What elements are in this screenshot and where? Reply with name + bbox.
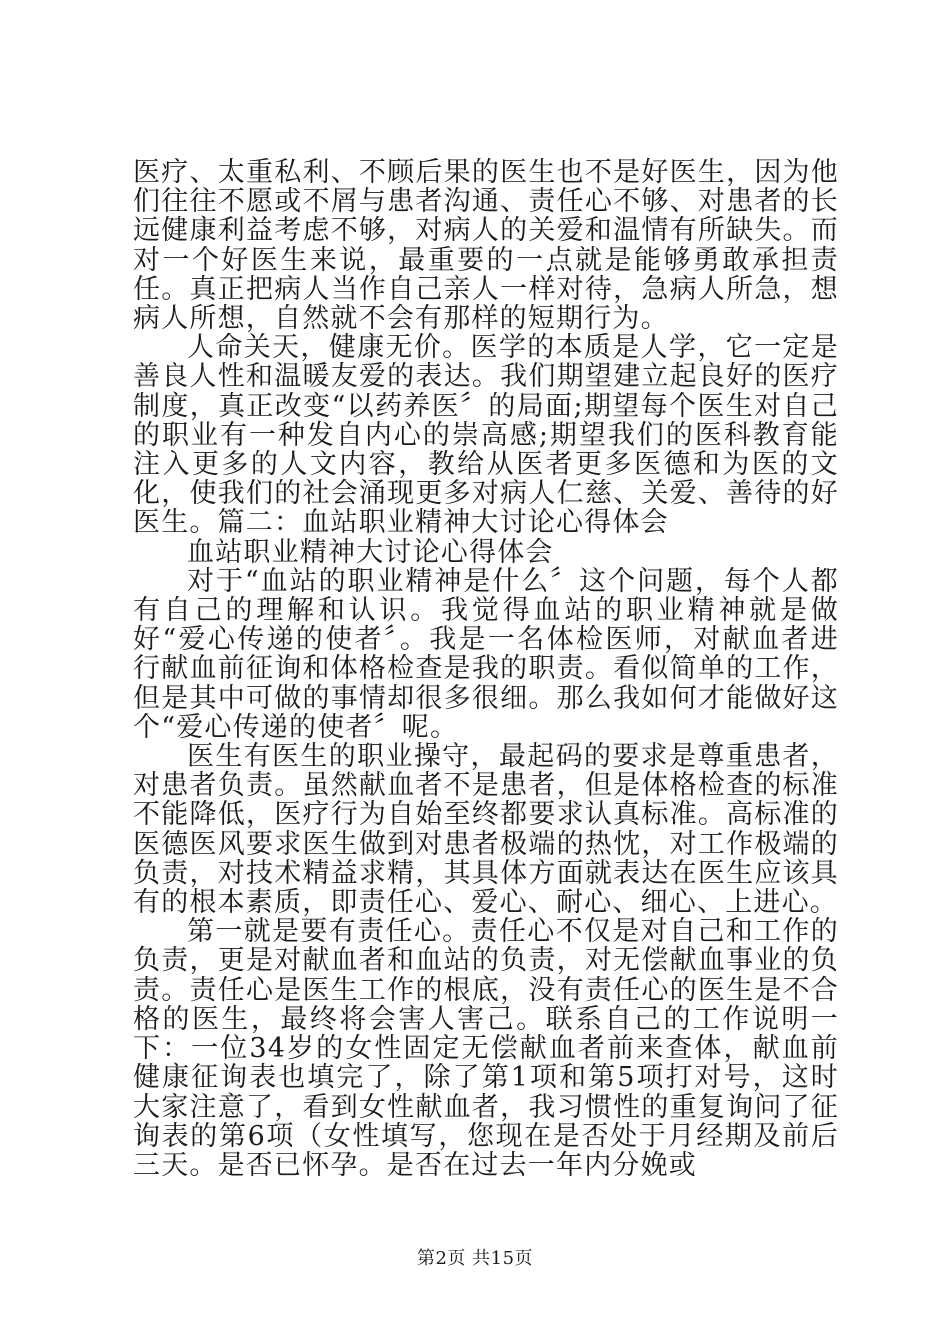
paragraph: 对于“血站的职业精神是什么〞这个问题，每个人都有自己的理解和认识。我觉得血站的职业精神就是做好“爱心传递的使者〞。我是一名体检医师，对献血者进行献血前征询和体格检查是我的职责。看似简单的工作，但是其中可做的事情却很多很细。那么我如何才能做好这个“爱心传递的使者〞呢。 [133,565,839,743]
document-body [133,158,839,1180]
paragraph-continuation: 医疗、太重私利、不顾后果的医生也不是好医生，因为他们往往不愿或不屑与患者沟通、责任心不够、对患者的长远健康利益考虑不够，对病人的关爱和温情有所缺失。而对一个好医生来说，最重要的一点就是能够勇敢承担责任。真正把病人当作自己亲人一样对待，急病人所急，想病人所想，自然就不会有那样的短期行为。 [133,157,839,335]
paragraph: 医生有医生的职业操守，最起码的要求是尊重患者，对患者负责。虽然献血者不是患者，但是体格检查的标准不能降低，医疗行为自始至终都要求认真标准。高标准的医德医风要求医生做到对患者极端的热忱，对工作极端的负责，对技术精益求精，其具体方面就表达在医生应该具有的根本素质，即责任心、爱心、耐心、细心、上进心。 [133,741,839,919]
paragraph: 第一就是要有责任心。责任心不仅是对自己和工作的负责，更是对献血者和血站的负责，对无偿献血事业的负责。责任心是医生工作的根底，没有责任心的医生是不合格的医生，最终将会害人害己。联系自己的工作说明一下：一位34岁的女性固定无偿献血者前来查体，献血前健康征询表也填完了，除了第1项和第5项打对号，这时大家注意了，看到女性献血者，我习惯性的重复询问了征询表的第6项（女性填写，您现在是否处于月经期及前后三天。是否已怀孕。是否在过去一年内分娩或 [133,916,839,1181]
page-number-footer: 第2页 共15页 [416,1248,534,1269]
section-heading: 血站职业精神大讨论心得体会 [187,536,554,568]
paragraph: 人命关天，健康无价。医学的本质是人学，它一定是善良人性和温暖友爱的表达。我们期望建立起良好的医疗制度，真正改变“以药养医〞的局面;期望每个医生对自己的职业有一种发自内心的崇高感;期望我们的医科教育能注入更多的人文内容，教给从医者更多医德和为医的文化，使我们的社会涌现更多对病人仁慈、关爱、善待的好医生。篇二：血站职业精神大讨论心得体会 [133,332,839,539]
